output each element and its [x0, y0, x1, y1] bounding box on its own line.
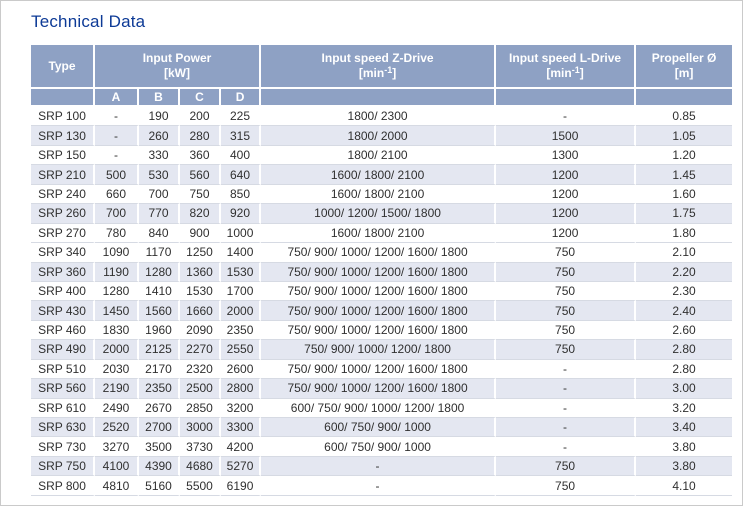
header-row-main [31, 45, 732, 89]
cell-c: 3730 [180, 437, 221, 456]
cell-l-drive: - [496, 399, 636, 418]
input-power-unit: [kW] [164, 66, 191, 80]
table-row [31, 126, 732, 145]
cell-a: 660 [95, 185, 139, 204]
col-header-propeller [636, 45, 732, 89]
subheader-empty-type [31, 89, 95, 107]
cell-d: 3200 [221, 399, 261, 418]
cell-d: 225 [221, 107, 261, 126]
cell-l-drive: 750 [496, 243, 636, 262]
cell-z-drive: - [261, 457, 496, 476]
cell-a: 1280 [95, 282, 139, 301]
cell-propeller: 1.60 [636, 185, 732, 204]
cell-propeller: 1.75 [636, 204, 732, 223]
cell-l-drive: 1200 [496, 204, 636, 223]
cell-d: 2800 [221, 379, 261, 398]
cell-propeller: 2.30 [636, 282, 732, 301]
cell-type: SRP 260 [31, 204, 95, 223]
cell-b: 330 [139, 146, 180, 165]
cell-a: - [95, 107, 139, 126]
cell-z-drive: 1600/ 1800/ 2100 [261, 224, 496, 243]
cell-l-drive: 1200 [496, 224, 636, 243]
cell-propeller: 2.10 [636, 243, 732, 262]
cell-type: SRP 610 [31, 399, 95, 418]
subheader-empty-z-drive [261, 89, 496, 107]
cell-c: 750 [180, 185, 221, 204]
cell-b: 840 [139, 224, 180, 243]
cell-propeller: 3.80 [636, 437, 732, 456]
cell-propeller: 1.80 [636, 224, 732, 243]
cell-type: SRP 130 [31, 126, 95, 145]
cell-type: SRP 240 [31, 185, 95, 204]
cell-propeller: 1.05 [636, 126, 732, 145]
table-row [31, 301, 732, 320]
cell-a: - [95, 126, 139, 145]
cell-a: 2000 [95, 340, 139, 359]
cell-a: 4100 [95, 457, 139, 476]
cell-d: 1700 [221, 282, 261, 301]
table-row [31, 399, 732, 418]
table-row [31, 437, 732, 456]
cell-type: SRP 360 [31, 263, 95, 282]
cell-a: 3270 [95, 437, 139, 456]
cell-b: 260 [139, 126, 180, 145]
table-row [31, 282, 732, 301]
table-row [31, 224, 732, 243]
cell-z-drive: 750/ 900/ 1000/ 1200/ 1600/ 1800 [261, 360, 496, 379]
cell-c: 1250 [180, 243, 221, 262]
cell-b: 770 [139, 204, 180, 223]
cell-c: 2850 [180, 399, 221, 418]
cell-a: 2520 [95, 418, 139, 437]
cell-b: 530 [139, 165, 180, 184]
cell-b: 190 [139, 107, 180, 126]
cell-z-drive: 1600/ 1800/ 2100 [261, 165, 496, 184]
col-header-l-drive [496, 45, 636, 89]
cell-type: SRP 340 [31, 243, 95, 262]
z-drive-unit [261, 66, 494, 81]
subheader-col-a: A [95, 89, 139, 107]
cell-z-drive: 750/ 900/ 1000/ 1200/ 1600/ 1800 [261, 282, 496, 301]
subheader-empty-l-drive [496, 89, 636, 107]
propeller-unit: [m] [674, 66, 694, 80]
cell-l-drive: - [496, 379, 636, 398]
cell-propeller: 3.20 [636, 399, 732, 418]
subheader-empty-propeller [636, 89, 732, 107]
cell-d: 6190 [221, 476, 261, 495]
cell-z-drive: 750/ 900/ 1000/ 1200/ 1600/ 1800 [261, 301, 496, 320]
cell-a: 1830 [95, 321, 139, 340]
cell-propeller: 0.85 [636, 107, 732, 126]
z-drive-unit-prefix: [min [358, 66, 385, 80]
cell-a: 2030 [95, 360, 139, 379]
cell-d: 315 [221, 126, 261, 145]
cell-l-drive: 1500 [496, 126, 636, 145]
cell-c: 560 [180, 165, 221, 184]
l-drive-label: Input speed L-Drive [509, 51, 622, 65]
cell-propeller: 1.20 [636, 146, 732, 165]
cell-a: 1090 [95, 243, 139, 262]
cell-l-drive: - [496, 437, 636, 456]
cell-type: SRP 560 [31, 379, 95, 398]
cell-z-drive: - [261, 476, 496, 495]
cell-c: 360 [180, 146, 221, 165]
cell-d: 920 [221, 204, 261, 223]
cell-a: 500 [95, 165, 139, 184]
cell-z-drive: 1000/ 1200/ 1500/ 1800 [261, 204, 496, 223]
cell-z-drive: 750/ 900/ 1000/ 1200/ 1600/ 1800 [261, 379, 496, 398]
cell-b: 2170 [139, 360, 180, 379]
cell-c: 2270 [180, 340, 221, 359]
cell-z-drive: 1800/ 2000 [261, 126, 496, 145]
cell-l-drive: 750 [496, 301, 636, 320]
cell-c: 1660 [180, 301, 221, 320]
cell-z-drive: 600/ 750/ 900/ 1000/ 1200/ 1800 [261, 399, 496, 418]
cell-c: 2500 [180, 379, 221, 398]
cell-propeller: 1.45 [636, 165, 732, 184]
cell-l-drive: 750 [496, 282, 636, 301]
cell-d: 3300 [221, 418, 261, 437]
table-row [31, 340, 732, 359]
cell-c: 2090 [180, 321, 221, 340]
cell-propeller: 3.00 [636, 379, 732, 398]
table-row [31, 146, 732, 165]
cell-propeller: 4.10 [636, 476, 732, 495]
l-drive-unit-prefix: [min [546, 66, 572, 80]
table-row [31, 165, 732, 184]
cell-type: SRP 630 [31, 418, 95, 437]
cell-z-drive: 600/ 750/ 900/ 1000 [261, 418, 496, 437]
cell-a: 4810 [95, 476, 139, 495]
z-drive-label: Input speed Z-Drive [321, 51, 434, 65]
table-row [31, 185, 732, 204]
table-row [31, 263, 732, 282]
l-drive-unit-exponent: -1 [571, 65, 580, 75]
cell-b: 2125 [139, 340, 180, 359]
cell-type: SRP 800 [31, 476, 95, 495]
cell-l-drive: 1300 [496, 146, 636, 165]
table-row [31, 321, 732, 340]
cell-l-drive: 750 [496, 457, 636, 476]
cell-c: 200 [180, 107, 221, 126]
cell-propeller: 2.80 [636, 360, 732, 379]
cell-d: 2550 [221, 340, 261, 359]
input-power-label: Input Power [142, 51, 212, 65]
cell-b: 700 [139, 185, 180, 204]
cell-propeller: 3.80 [636, 457, 732, 476]
cell-type: SRP 100 [31, 107, 95, 126]
cell-z-drive: 1800/ 2100 [261, 146, 496, 165]
cell-z-drive: 1600/ 1800/ 2100 [261, 185, 496, 204]
table-body [31, 107, 732, 496]
cell-type: SRP 490 [31, 340, 95, 359]
page-title: Technical Data [31, 12, 146, 31]
z-drive-unit-exponent: -1 [384, 65, 393, 75]
col-header-input-power [95, 45, 261, 89]
cell-b: 1280 [139, 263, 180, 282]
cell-d: 2350 [221, 321, 261, 340]
cell-c: 1360 [180, 263, 221, 282]
col-header-z-drive [261, 45, 496, 89]
cell-d: 1000 [221, 224, 261, 243]
l-drive-unit [496, 66, 634, 81]
cell-b: 2700 [139, 418, 180, 437]
cell-c: 4680 [180, 457, 221, 476]
type-header-label: Type [48, 58, 76, 73]
cell-b: 1170 [139, 243, 180, 262]
table-row [31, 360, 732, 379]
cell-b: 2670 [139, 399, 180, 418]
table-row [31, 379, 732, 398]
cell-d: 850 [221, 185, 261, 204]
l-drive-unit-suffix: ] [579, 66, 584, 80]
cell-type: SRP 460 [31, 321, 95, 340]
cell-propeller: 3.40 [636, 418, 732, 437]
cell-a: 700 [95, 204, 139, 223]
cell-l-drive: - [496, 360, 636, 379]
cell-type: SRP 270 [31, 224, 95, 243]
technical-data-table [31, 45, 732, 496]
cell-a: 1190 [95, 263, 139, 282]
cell-z-drive: 1800/ 2300 [261, 107, 496, 126]
cell-c: 280 [180, 126, 221, 145]
cell-l-drive: - [496, 418, 636, 437]
cell-b: 2350 [139, 379, 180, 398]
cell-propeller: 2.40 [636, 301, 732, 320]
cell-c: 1530 [180, 282, 221, 301]
cell-l-drive: 750 [496, 476, 636, 495]
cell-c: 820 [180, 204, 221, 223]
cell-d: 400 [221, 146, 261, 165]
cell-b: 4390 [139, 457, 180, 476]
cell-b: 3500 [139, 437, 180, 456]
z-drive-unit-suffix: ] [392, 66, 397, 80]
cell-l-drive: 1200 [496, 165, 636, 184]
cell-type: SRP 210 [31, 165, 95, 184]
cell-c: 900 [180, 224, 221, 243]
cell-type: SRP 430 [31, 301, 95, 320]
table-row [31, 418, 732, 437]
cell-a: 1450 [95, 301, 139, 320]
cell-propeller: 2.20 [636, 263, 732, 282]
cell-b: 1560 [139, 301, 180, 320]
cell-type: SRP 750 [31, 457, 95, 476]
cell-d: 4200 [221, 437, 261, 456]
cell-z-drive: 750/ 900/ 1000/ 1200/ 1800 [261, 340, 496, 359]
cell-a: 2490 [95, 399, 139, 418]
cell-c: 2320 [180, 360, 221, 379]
cell-type: SRP 400 [31, 282, 95, 301]
cell-l-drive: 750 [496, 263, 636, 282]
cell-d: 2000 [221, 301, 261, 320]
cell-propeller: 2.80 [636, 340, 732, 359]
cell-d: 1530 [221, 263, 261, 282]
table-row [31, 457, 732, 476]
table-row [31, 204, 732, 223]
cell-b: 5160 [139, 476, 180, 495]
cell-type: SRP 150 [31, 146, 95, 165]
cell-c: 5500 [180, 476, 221, 495]
col-header-type [31, 45, 95, 89]
subheader-col-b: B [139, 89, 180, 107]
cell-l-drive: 750 [496, 321, 636, 340]
table-row [31, 476, 732, 495]
cell-d: 1400 [221, 243, 261, 262]
cell-z-drive: 750/ 900/ 1000/ 1200/ 1600/ 1800 [261, 243, 496, 262]
cell-l-drive: 750 [496, 340, 636, 359]
cell-d: 640 [221, 165, 261, 184]
cell-b: 1960 [139, 321, 180, 340]
cell-b: 1410 [139, 282, 180, 301]
table-header [31, 45, 732, 107]
subheader-col-d: D [221, 89, 261, 107]
subheader-col-c: C [180, 89, 221, 107]
propeller-label: Propeller Ø [651, 51, 717, 65]
header-row-sub [31, 89, 732, 107]
cell-z-drive: 750/ 900/ 1000/ 1200/ 1600/ 1800 [261, 321, 496, 340]
cell-a: 780 [95, 224, 139, 243]
cell-a: 2190 [95, 379, 139, 398]
cell-d: 5270 [221, 457, 261, 476]
cell-d: 2600 [221, 360, 261, 379]
cell-l-drive: 1200 [496, 185, 636, 204]
cell-propeller: 2.60 [636, 321, 732, 340]
cell-l-drive: - [496, 107, 636, 126]
cell-type: SRP 510 [31, 360, 95, 379]
cell-z-drive: 750/ 900/ 1000/ 1200/ 1600/ 1800 [261, 263, 496, 282]
cell-z-drive: 600/ 750/ 900/ 1000 [261, 437, 496, 456]
table-row [31, 243, 732, 262]
cell-a: - [95, 146, 139, 165]
cell-c: 3000 [180, 418, 221, 437]
cell-type: SRP 730 [31, 437, 95, 456]
table-row [31, 107, 732, 126]
